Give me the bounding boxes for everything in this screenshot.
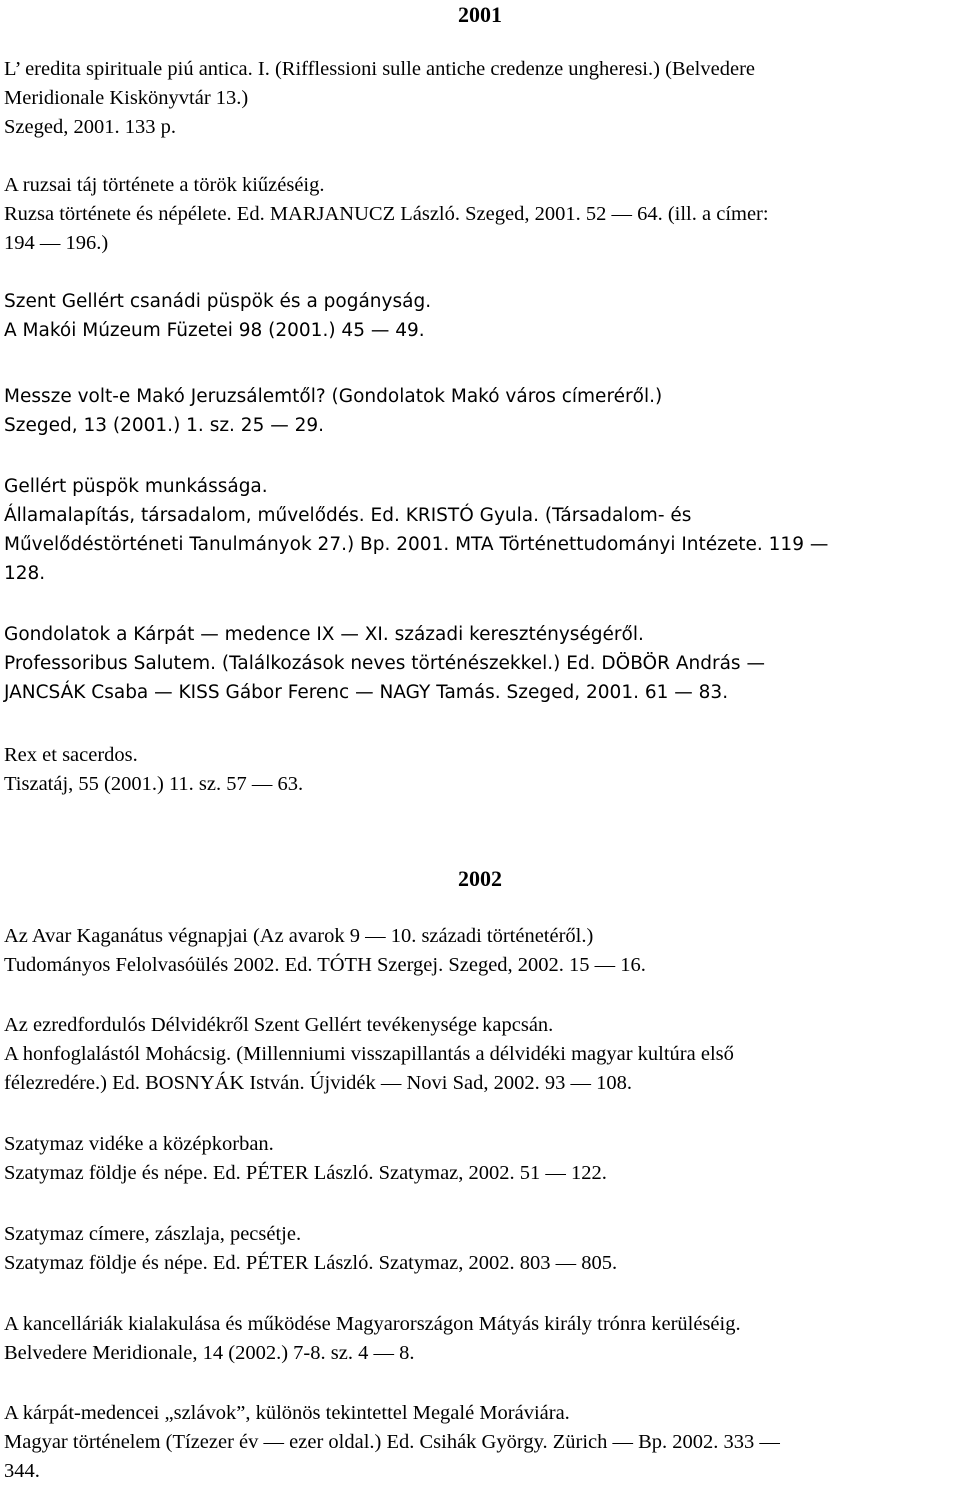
entry-line: Szeged, 2001. 133 p.	[4, 116, 176, 138]
entry-line: L’ eredita spirituale piú antica. I. (Rifflessioni sulle antiche credenze ungheresi.) (Belvedere	[4, 58, 755, 80]
bibliography-entry	[4, 171, 954, 258]
entry-line: Szeged, 13 (2001.) 1. sz. 25 — 29.	[4, 415, 325, 436]
entry-line: Művelődéstörténeti Tanulmányok 27.) Bp. 2001. MTA Történettudományi Intézete. 119 —	[4, 534, 829, 555]
entry-line: Tiszatáj, 55 (2001.) 11. sz. 57 — 63.	[4, 773, 304, 795]
bibliography-entry	[4, 1130, 954, 1188]
entry-line: A ruzsai táj története a török kiűzéséig.	[4, 174, 325, 196]
entry-line: Messze volt-e Makó Jeruzsálemtől? (Gondolatok Makó város címeréről.)	[4, 386, 663, 407]
entry-line: A honfoglalástól Mohácsig. (Millenniumi visszapillantás a délvidéki magyar kultúra első	[4, 1043, 734, 1065]
entry-line: Államalapítás, társadalom, művelődés. Ed. KRISTÓ Gyula. (Társadalom- és	[4, 505, 692, 526]
entry-line: Ruzsa története és népélete. Ed. MARJANUCZ László. Szeged, 2001. 52 — 64. (ill. a címer:	[4, 203, 769, 225]
entry-line: Meridionale Kiskönyvtár 13.)	[4, 87, 249, 109]
entry-line: Magyar történelem (Tízezer év — ezer oldal.) Ed. Csihák György. Zürich — Bp. 2002. 333 —	[4, 1431, 780, 1453]
bibliography-entry	[4, 382, 954, 440]
entry-line: Szent Gellért csanádi püspök és a pogányság.	[4, 291, 432, 312]
bibliography-entry	[4, 1399, 954, 1486]
bibliography-entry	[4, 922, 954, 980]
year-heading-2002: 2002	[458, 866, 502, 891]
entry-line: A kancelláriák kialakulása és működése Magyarországon Mátyás király trónra kerüléséig.	[4, 1313, 741, 1335]
bibliography-entry	[4, 1310, 954, 1368]
entry-line: JANCSÁK Csaba — KISS Gábor Ferenc — NAGY Tamás. Szeged, 2001. 61 — 83.	[4, 682, 729, 703]
entry-line: Az Avar Kaganátus végnapjai (Az avarok 9 — 10. századi történetéről.)	[4, 925, 594, 947]
entry-line: Az ezredfordulós Délvidékről Szent Gellért tevékenysége kapcsán.	[4, 1014, 554, 1036]
entry-line: Gellért püspök munkássága.	[4, 476, 268, 497]
bibliography-entry	[4, 472, 954, 588]
entry-line: 194 — 196.)	[4, 232, 109, 254]
bibliography-entry	[4, 1011, 954, 1098]
entry-line: A Makói Múzeum Füzetei 98 (2001.) 45 — 49.	[4, 320, 425, 341]
entry-line: 128.	[4, 563, 46, 584]
bibliography-entry	[4, 55, 954, 142]
entry-line: Szatymaz vidéke a középkorban.	[4, 1133, 274, 1155]
bibliography-entry	[4, 287, 954, 345]
bibliography-entry	[4, 620, 954, 707]
entry-line: Tudományos Felolvasóülés 2002. Ed. TÓTH Szergej. Szeged, 2002. 15 — 16.	[4, 954, 646, 976]
entry-line: félezredére.) Ed. BOSNYÁK István. Újvidék — Novi Sad, 2002. 93 — 108.	[4, 1072, 632, 1094]
entry-line: A kárpát-medencei „szlávok”, különös tekintettel Megalé Moráviára.	[4, 1402, 570, 1424]
entry-line: Szatymaz földje és népe. Ed. PÉTER László. Szatymaz, 2002. 51 — 122.	[4, 1162, 607, 1184]
entry-line: Szatymaz földje és népe. Ed. PÉTER László. Szatymaz, 2002. 803 — 805.	[4, 1252, 618, 1274]
year-heading-2001: 2001	[458, 2, 502, 27]
entry-line: Belvedere Meridionale, 14 (2002.) 7-8. sz. 4 — 8.	[4, 1342, 415, 1364]
entry-line: Rex et sacerdos.	[4, 744, 138, 766]
entry-line: Szatymaz címere, zászlaja, pecsétje.	[4, 1223, 302, 1245]
bibliography-entry	[4, 741, 954, 799]
bibliography-entry	[4, 1220, 954, 1278]
entry-line: Professoribus Salutem. (Találkozások neves történészekkel.) Ed. DÖBÖR András —	[4, 653, 765, 674]
entry-line: 344.	[4, 1460, 40, 1482]
entry-line: Gondolatok a Kárpát — medence IX — XI. századi kereszténységéről.	[4, 624, 644, 645]
